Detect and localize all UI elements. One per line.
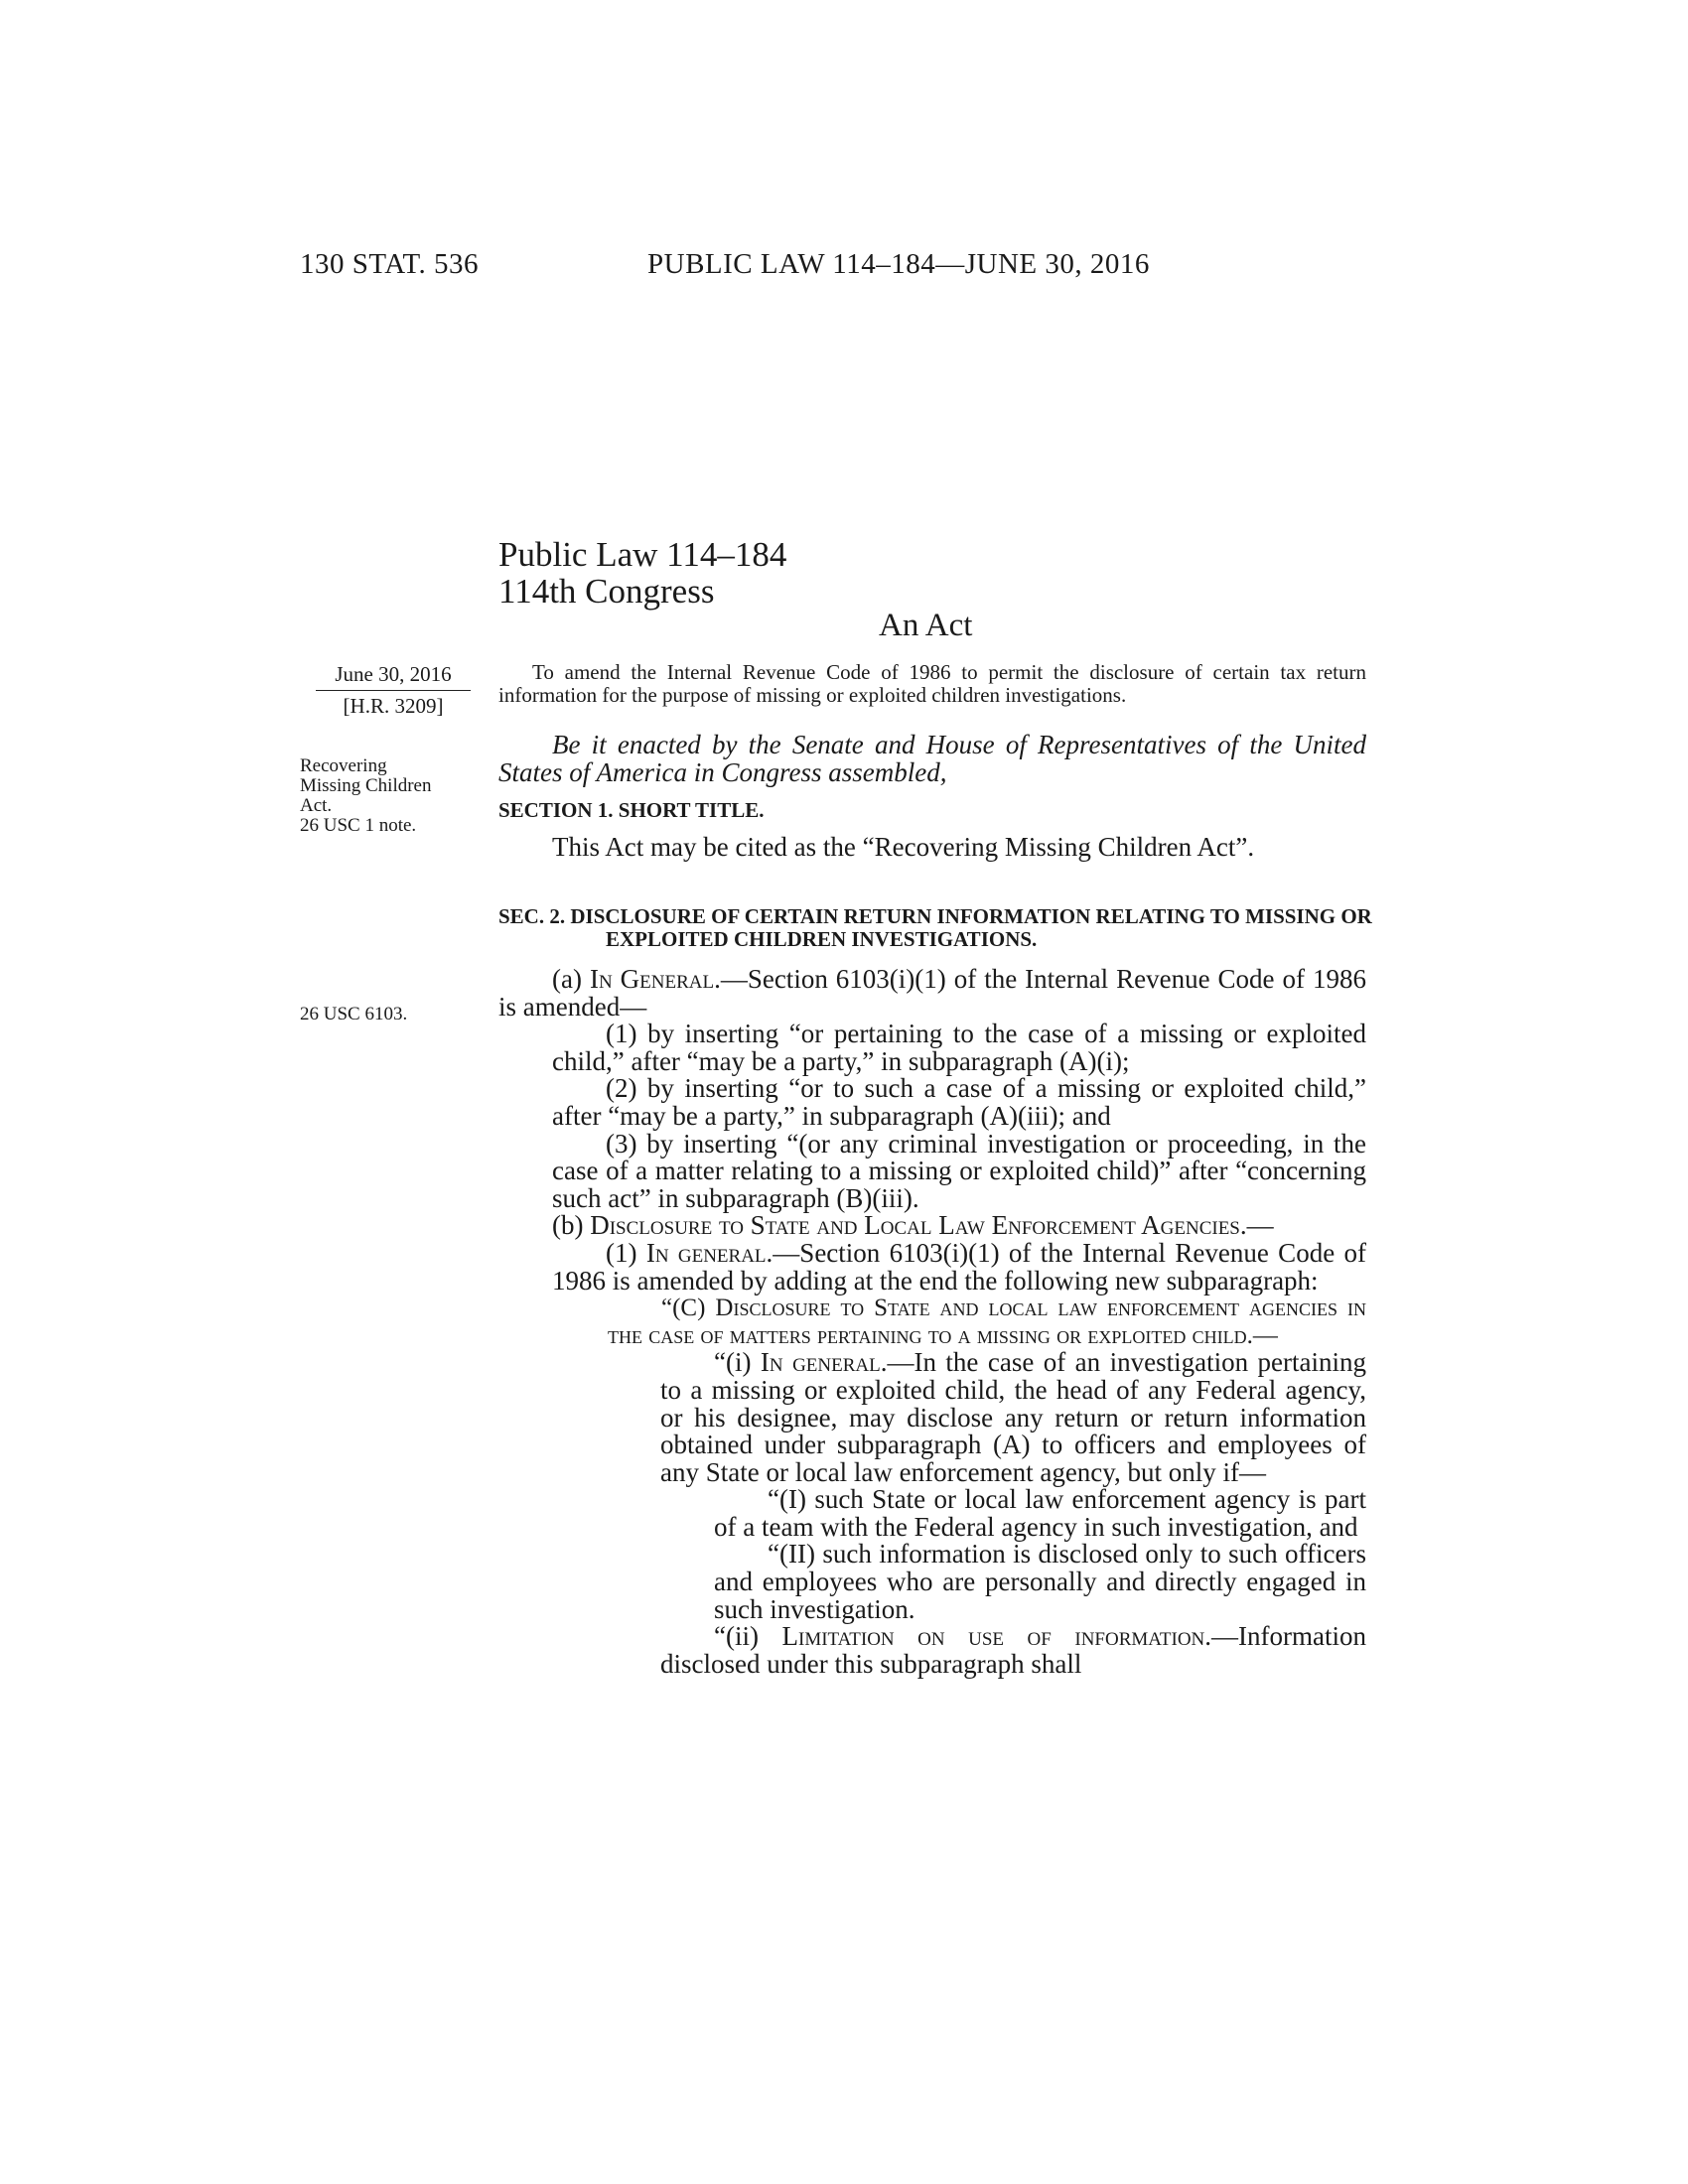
subsection-a-heading: In General bbox=[589, 964, 715, 994]
clause-c-ii: “(ii) Limitation on use of information.—Information disclosed under this subparagraph shall bbox=[660, 1621, 1366, 1679]
margin-note-line: 26 USC 1 note. bbox=[300, 815, 417, 836]
margin-short-title-note bbox=[300, 756, 498, 836]
margin-bill-number: [H.R. 3209] bbox=[343, 694, 444, 718]
subsection-a-label: (a) bbox=[552, 964, 582, 994]
subsection-a-item-2: (2) by inserting “or to such a case of a missing or exploited child,” after “may be a party,” in subparagraph (A)(iii); and bbox=[552, 1073, 1366, 1131]
congress-number: 114th Congress bbox=[498, 572, 715, 611]
page-stat-citation: 130 STAT. 536 bbox=[300, 248, 480, 280]
subparagraph-c-label: “(C) bbox=[661, 1295, 706, 1322]
subsection-a-text: Section 6103(i)(1) of the Internal Revenue Code of 1986 is amended— bbox=[498, 964, 1366, 1022]
clause-c-i-label: “(i) bbox=[714, 1347, 752, 1378]
clause-c-i-text: In the case of an investigation pertaining to a missing or exploited child, the head of any Federal agency, or his designee, may disclose any return or return information obtained under subparagraph (A) to officers and employees of any State or local law enforcement agency, but only if— bbox=[660, 1347, 1367, 1487]
section-1-text: This Act may be cited as the “Recovering Missing Children Act”. bbox=[552, 832, 1255, 862]
subclause-II: “(II) such information is disclosed only to such officers and employees who are personally and directly engaged in such investigation. bbox=[714, 1539, 1366, 1624]
paragraph-b-1-text: Section 6103(i)(1) of the Internal Revenue Code of 1986 is amended by adding at the end the following new subparagraph: bbox=[552, 1237, 1367, 1296]
subsection-b-label: (b) bbox=[552, 1210, 584, 1241]
paragraph-b-1: (1) In general.—Section 6103(i)(1) of the Internal Revenue Code of 1986 is amended by adding at the end the following new subparagraph: bbox=[552, 1237, 1367, 1296]
margin-usc-note: 26 USC 6103. bbox=[300, 1004, 408, 1024]
margin-note-line: Missing Children bbox=[300, 775, 432, 796]
margin-date: June 30, 2016 bbox=[335, 662, 452, 686]
margin-rule bbox=[316, 690, 471, 691]
section-2-heading: SEC. 2. DISCLOSURE OF CERTAIN RETURN INFORMATION RELATING TO MISSING OR EXPLOITED CHILDREN INVESTIGATIONS. bbox=[498, 904, 1372, 951]
section-1-heading: SECTION 1. SHORT TITLE. bbox=[498, 798, 765, 822]
subparagraph-c-heading: Disclosure to State and local law enforcement agencies in the case of matters pertaining to a missing or exploited child bbox=[608, 1295, 1366, 1349]
public-law-number: Public Law 114–184 bbox=[498, 535, 787, 574]
subclause-I: “(I) such State or local law enforcement agency is part of a team with the Federal agency in such investigation, and bbox=[714, 1484, 1366, 1542]
subsection-a-item-1: (1) by inserting “or pertaining to the case of a missing or exploited child,” after “may be a party,” in subparagraph (A)(i); bbox=[552, 1019, 1366, 1076]
subsection-a: (a) In General.—Section 6103(i)(1) of the Internal Revenue Code of 1986 is amended— bbox=[498, 964, 1366, 1022]
subsection-a-item-3: (3) by inserting “(or any criminal investigation or proceeding, in the case of a matter relating to a missing or exploited child)” after “concerning such act” in subparagraph (B)(iii). bbox=[552, 1128, 1366, 1213]
margin-note-line: Act. bbox=[300, 795, 333, 816]
clause-c-i: “(i) In general.—In the case of an investigation pertaining to a missing or exploited child, the head of any Federal agency, or his designee, may disclose any return or return information obtained under subparagraph (A) to officers and employees of any State or local law enforcement agency, but only if— bbox=[660, 1347, 1367, 1487]
act-purpose: To amend the Internal Revenue Code of 1986 to permit the disclosure of certain tax return information for the purpose of missing or exploited children investigations. bbox=[498, 660, 1366, 707]
paragraph-b-1-heading: In general bbox=[645, 1237, 767, 1268]
running-header: PUBLIC LAW 114–184—JUNE 30, 2016 bbox=[647, 248, 1150, 280]
clause-c-ii-label: “(ii) bbox=[714, 1621, 759, 1652]
subsection-b-heading: Disclosure to State and Local Law Enforcement Agencies bbox=[590, 1210, 1240, 1241]
paragraph-b-1-label: (1) bbox=[606, 1237, 637, 1268]
an-act-heading: An Act bbox=[879, 608, 973, 643]
enacting-clause: Be it enacted by the Senate and House of Representatives of the United States of America in Congress assembled, bbox=[498, 730, 1366, 787]
clause-c-i-heading: In general bbox=[760, 1347, 881, 1378]
section-2-body bbox=[498, 966, 1366, 1678]
subsection-b: (b) Disclosure to State and Local Law Enforcement Agencies.— bbox=[552, 1210, 1274, 1241]
margin-note-line: Recovering bbox=[300, 755, 387, 776]
subparagraph-c: “(C) Disclosure to State and local law enforcement agencies in the case of matters pertaining to a missing or exploited child.— bbox=[608, 1295, 1366, 1349]
clause-c-ii-text: Information disclosed under this subparagraph shall bbox=[660, 1621, 1366, 1679]
clause-c-ii-heading: Limitation on use of information bbox=[781, 1621, 1205, 1652]
